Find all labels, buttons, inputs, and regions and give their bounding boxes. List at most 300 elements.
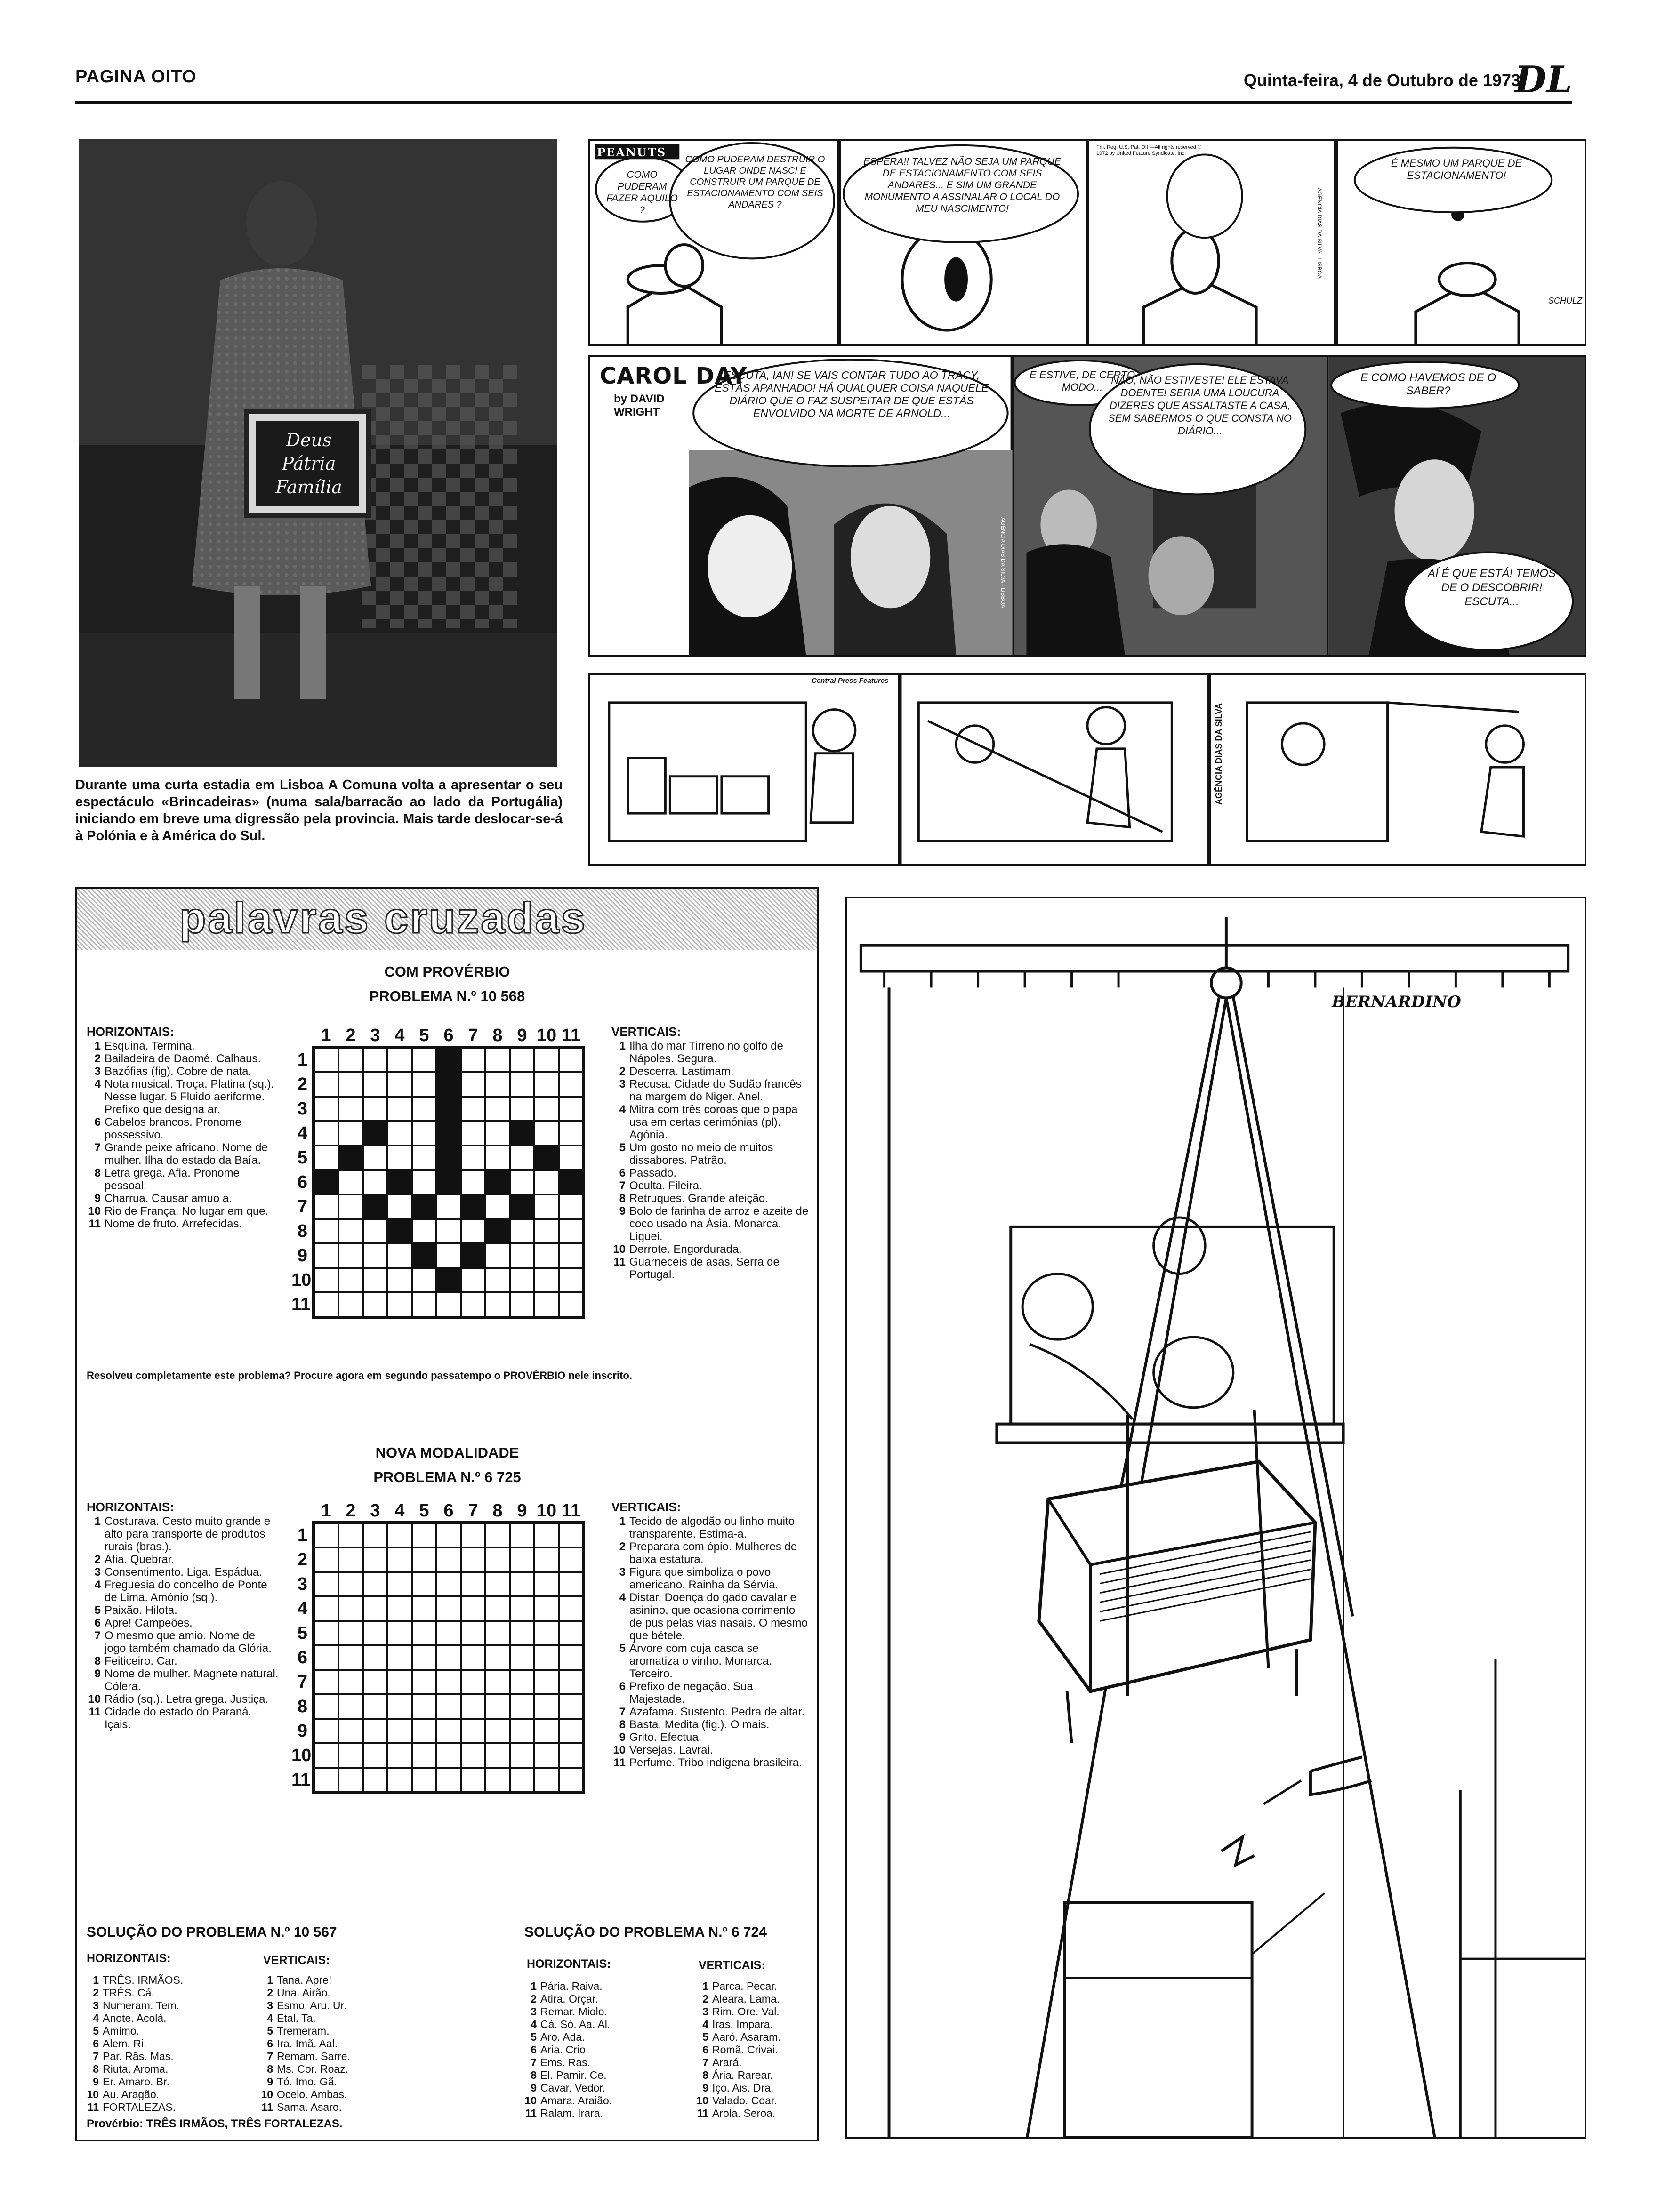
clue-number: 2 bbox=[619, 1065, 626, 1078]
grid-cell[interactable] bbox=[363, 1292, 387, 1317]
grid-cell[interactable] bbox=[387, 1768, 412, 1792]
grid-cell[interactable] bbox=[510, 1645, 534, 1670]
grid-cell[interactable] bbox=[338, 1670, 363, 1694]
grid-cell[interactable] bbox=[559, 1292, 583, 1317]
grid-cell[interactable] bbox=[534, 1694, 559, 1719]
clue-item bbox=[611, 1756, 809, 1769]
grid-cell[interactable] bbox=[534, 1243, 559, 1268]
grid-cell[interactable] bbox=[387, 1243, 412, 1268]
grid-cell[interactable] bbox=[510, 1219, 534, 1243]
grid-cell[interactable] bbox=[338, 1645, 363, 1670]
grid-cell[interactable] bbox=[412, 1547, 436, 1572]
grid-cell[interactable] bbox=[461, 1292, 485, 1317]
grid-cell[interactable] bbox=[412, 1072, 436, 1097]
clue-number: 10 bbox=[87, 2088, 99, 2100]
grid-cell[interactable] bbox=[485, 1621, 510, 1645]
grid-cell[interactable] bbox=[461, 1768, 485, 1792]
grid-cell[interactable] bbox=[338, 1170, 363, 1194]
grid-cell[interactable] bbox=[412, 1743, 436, 1768]
grid-cell[interactable] bbox=[338, 1694, 363, 1719]
grid-cell[interactable] bbox=[363, 1743, 387, 1768]
clue-text: Parca. Pecar. bbox=[712, 1980, 778, 1992]
clue-item bbox=[87, 2012, 251, 2025]
clue-item bbox=[87, 1192, 280, 1205]
grid-cell[interactable] bbox=[363, 1048, 387, 1072]
grid-cell[interactable] bbox=[485, 1596, 510, 1621]
grid-cell[interactable] bbox=[314, 1694, 338, 1719]
grid-cell[interactable] bbox=[461, 1694, 485, 1719]
grid-cell[interactable] bbox=[461, 1670, 485, 1694]
grid-cell[interactable] bbox=[314, 1243, 338, 1268]
clue-number: 9 bbox=[267, 2076, 273, 2088]
clue-text: Bazófias (fig). Cobre de nata. bbox=[105, 1065, 252, 1078]
grid-cell[interactable] bbox=[559, 1121, 583, 1146]
clue-text: Ocelo. Ambas. bbox=[277, 2088, 347, 2100]
peanuts-balloon-2: COMO PUDERAM DESTRUIR O LUGAR ONDE NASCI E CONSTRUIR UM PARQUE DE ESTACIONAMENTO COM SEIS ANDARES ? bbox=[685, 154, 825, 210]
grid-cell[interactable] bbox=[559, 1572, 583, 1596]
clue-number: 11 bbox=[261, 2101, 273, 2113]
grid-cell[interactable] bbox=[534, 1743, 559, 1768]
grid-cell[interactable] bbox=[314, 1194, 338, 1219]
grid-cell[interactable] bbox=[436, 1743, 461, 1768]
clue-item bbox=[261, 2101, 426, 2114]
grid-row-number: 3 bbox=[297, 1574, 307, 1594]
grid-cell[interactable] bbox=[510, 1670, 534, 1694]
grid-cell[interactable] bbox=[559, 1768, 583, 1792]
clue-text: Tremeram. bbox=[277, 2025, 330, 2037]
grid-cell[interactable] bbox=[436, 1194, 461, 1219]
gag-comic-strip bbox=[588, 673, 1586, 866]
grid-cell[interactable] bbox=[338, 1268, 363, 1292]
clue-text: Nome de mulher. Magnete natural. Cólera. bbox=[105, 1667, 279, 1693]
grid-cell[interactable] bbox=[510, 1243, 534, 1268]
clue-number: 8 bbox=[93, 2063, 99, 2075]
grid-cell[interactable] bbox=[534, 1547, 559, 1572]
grid-cell[interactable] bbox=[314, 1547, 338, 1572]
grid-cell[interactable] bbox=[510, 1170, 534, 1194]
grid-cell[interactable] bbox=[363, 1572, 387, 1596]
grid-cell[interactable] bbox=[338, 1048, 363, 1072]
grid-cell[interactable] bbox=[387, 1596, 412, 1621]
grid-cell[interactable] bbox=[363, 1243, 387, 1268]
grid-cell[interactable] bbox=[412, 1097, 436, 1121]
grid-cell[interactable] bbox=[412, 1292, 436, 1317]
grid-cell[interactable] bbox=[485, 1572, 510, 1596]
grid-cell[interactable] bbox=[485, 1146, 510, 1170]
grid-cell[interactable] bbox=[387, 1048, 412, 1072]
grid-cell[interactable] bbox=[510, 1547, 534, 1572]
clue-item bbox=[611, 1103, 809, 1141]
clue-item bbox=[524, 2069, 684, 2082]
grid-cell[interactable] bbox=[485, 1719, 510, 1743]
grid-cell[interactable] bbox=[338, 1523, 363, 1547]
grid-cell[interactable] bbox=[534, 1292, 559, 1317]
grid-cell[interactable] bbox=[461, 1596, 485, 1621]
grid-cell[interactable] bbox=[485, 1292, 510, 1317]
grid-cell[interactable] bbox=[436, 1694, 461, 1719]
grid-cell[interactable] bbox=[338, 1097, 363, 1121]
grid-cell[interactable] bbox=[485, 1097, 510, 1121]
grid-cell[interactable] bbox=[412, 1572, 436, 1596]
grid-cell[interactable] bbox=[436, 1719, 461, 1743]
grid-cell[interactable] bbox=[485, 1670, 510, 1694]
grid-cell[interactable] bbox=[314, 1048, 338, 1072]
grid-cell[interactable] bbox=[510, 1048, 534, 1072]
grid-cell[interactable] bbox=[338, 1743, 363, 1768]
issue-date: Quinta-feira, 4 de Outubro de 1973 bbox=[1243, 71, 1520, 90]
grid-cell[interactable] bbox=[559, 1048, 583, 1072]
grid-cell[interactable] bbox=[363, 1596, 387, 1621]
crossword-grid-2[interactable] bbox=[312, 1521, 585, 1794]
clue-number: 8 bbox=[531, 2069, 537, 2081]
grid-cell[interactable] bbox=[338, 1768, 363, 1792]
grid-cell[interactable] bbox=[485, 1645, 510, 1670]
grid-cell[interactable] bbox=[436, 1523, 461, 1547]
problem-1-horizontal-clues bbox=[87, 1026, 280, 1230]
grid-cell[interactable] bbox=[314, 1268, 338, 1292]
grid-cell[interactable] bbox=[485, 1743, 510, 1768]
grid-cell[interactable] bbox=[461, 1645, 485, 1670]
grid-cell[interactable] bbox=[363, 1670, 387, 1694]
crossword-grid-1[interactable] bbox=[312, 1046, 585, 1319]
grid-row-numbers bbox=[291, 1046, 312, 1319]
grid-column-number: 10 bbox=[536, 1026, 557, 1045]
grid-cell-black bbox=[412, 1194, 436, 1219]
grid-cell[interactable] bbox=[559, 1645, 583, 1670]
clue-item bbox=[611, 1642, 809, 1680]
grid-cell[interactable] bbox=[314, 1097, 338, 1121]
grid-cell[interactable] bbox=[363, 1170, 387, 1194]
grid-cell[interactable] bbox=[461, 1621, 485, 1645]
grid-cell[interactable] bbox=[387, 1621, 412, 1645]
grid-cell[interactable] bbox=[412, 1048, 436, 1072]
grid-cell[interactable] bbox=[314, 1768, 338, 1792]
grid-cell[interactable] bbox=[559, 1719, 583, 1743]
grid-cell[interactable] bbox=[412, 1694, 436, 1719]
grid-cell[interactable] bbox=[534, 1768, 559, 1792]
clue-item bbox=[524, 2018, 684, 2031]
grid-cell[interactable] bbox=[534, 1670, 559, 1694]
grid-cell[interactable] bbox=[412, 1146, 436, 1170]
grid-cell[interactable] bbox=[412, 1645, 436, 1670]
grid-cell[interactable] bbox=[363, 1547, 387, 1572]
grid-cell[interactable] bbox=[436, 1768, 461, 1792]
grid-cell[interactable] bbox=[559, 1243, 583, 1268]
grid-column-number: 11 bbox=[561, 1501, 581, 1521]
grid-cell[interactable] bbox=[510, 1621, 534, 1645]
grid-cell[interactable] bbox=[461, 1719, 485, 1743]
grid-column-number: 1 bbox=[321, 1026, 331, 1045]
clue-item bbox=[696, 2094, 814, 2107]
clue-item bbox=[87, 1218, 280, 1230]
grid-cell[interactable] bbox=[338, 1572, 363, 1596]
grid-cell[interactable] bbox=[436, 1219, 461, 1243]
clue-text: Cá. Só. Aa. Al. bbox=[540, 2018, 611, 2030]
grid-cell[interactable] bbox=[485, 1268, 510, 1292]
grid-cell[interactable] bbox=[387, 1719, 412, 1743]
grid-cell[interactable] bbox=[363, 1097, 387, 1121]
clue-item bbox=[611, 1167, 809, 1179]
grid-cell[interactable] bbox=[436, 1572, 461, 1596]
grid-cell[interactable] bbox=[412, 1121, 436, 1146]
grid-cell[interactable] bbox=[314, 1621, 338, 1645]
grid-cell[interactable] bbox=[436, 1670, 461, 1694]
grid-column-number: 3 bbox=[370, 1026, 380, 1045]
grid-cell[interactable] bbox=[314, 1121, 338, 1146]
grid-cell[interactable] bbox=[461, 1743, 485, 1768]
clue-item bbox=[524, 2031, 684, 2044]
grid-cell[interactable] bbox=[338, 1194, 363, 1219]
clue-item bbox=[611, 1141, 809, 1167]
grid-cell[interactable] bbox=[510, 1097, 534, 1121]
grid-cell[interactable] bbox=[363, 1146, 387, 1170]
grid-cell[interactable] bbox=[559, 1621, 583, 1645]
grid-cell[interactable] bbox=[412, 1719, 436, 1743]
grid-cell[interactable] bbox=[363, 1523, 387, 1547]
clue-item bbox=[611, 1515, 809, 1540]
grid-cell[interactable] bbox=[461, 1268, 485, 1292]
grid-row-number: 8 bbox=[297, 1221, 307, 1241]
carol-day-balloon-5: AÍ É QUE ESTÁ! TEMOS DE O DESCOBRIR! ESCUTA... bbox=[1427, 567, 1556, 608]
grid-cell[interactable] bbox=[534, 1596, 559, 1621]
clue-number: 6 bbox=[702, 2044, 708, 2056]
grid-cell[interactable] bbox=[314, 1645, 338, 1670]
grid-cell[interactable] bbox=[485, 1694, 510, 1719]
grid-cell[interactable] bbox=[534, 1121, 559, 1146]
grid-cell[interactable] bbox=[534, 1268, 559, 1292]
grid-cell[interactable] bbox=[534, 1719, 559, 1743]
grid-cell[interactable] bbox=[461, 1097, 485, 1121]
grid-cell[interactable] bbox=[387, 1097, 412, 1121]
clue-text: TRÊS. Cá. bbox=[103, 1987, 154, 1999]
grid-cell[interactable] bbox=[436, 1292, 461, 1317]
grid-cell-black bbox=[387, 1170, 412, 1194]
grid-cell[interactable] bbox=[314, 1670, 338, 1694]
grid-cell[interactable] bbox=[363, 1645, 387, 1670]
clue-number: 9 bbox=[619, 1731, 626, 1744]
grid-cell[interactable] bbox=[510, 1768, 534, 1792]
clue-item bbox=[87, 1579, 280, 1604]
grid-row-number: 10 bbox=[291, 1746, 312, 1765]
grid-cell[interactable] bbox=[534, 1194, 559, 1219]
grid-cell-black bbox=[436, 1072, 461, 1097]
grid-cell[interactable] bbox=[461, 1121, 485, 1146]
grid-cell[interactable] bbox=[559, 1743, 583, 1768]
grid-cell[interactable] bbox=[485, 1194, 510, 1219]
clue-number: 11 bbox=[88, 1218, 101, 1230]
grid-cell[interactable] bbox=[387, 1694, 412, 1719]
grid-cell[interactable] bbox=[485, 1547, 510, 1572]
grid-cell[interactable] bbox=[534, 1523, 559, 1547]
grid-cell[interactable] bbox=[314, 1596, 338, 1621]
grid-cell[interactable] bbox=[412, 1621, 436, 1645]
grid-cell[interactable] bbox=[387, 1146, 412, 1170]
grid-cell[interactable] bbox=[387, 1523, 412, 1547]
clue-list bbox=[611, 1040, 809, 1281]
grid-cell[interactable] bbox=[363, 1621, 387, 1645]
grid-cell[interactable] bbox=[485, 1768, 510, 1792]
grid-row-number: 3 bbox=[297, 1099, 307, 1119]
grid-cell[interactable] bbox=[559, 1523, 583, 1547]
grid-cell[interactable] bbox=[559, 1072, 583, 1097]
grid-cell[interactable] bbox=[559, 1596, 583, 1621]
grid-cell[interactable] bbox=[387, 1292, 412, 1317]
clue-item bbox=[87, 1987, 251, 1999]
grid-cell[interactable] bbox=[461, 1547, 485, 1572]
grid-cell[interactable] bbox=[387, 1072, 412, 1097]
grid-cell[interactable] bbox=[510, 1743, 534, 1768]
grid-cell[interactable] bbox=[314, 1572, 338, 1596]
grid-cell[interactable] bbox=[485, 1048, 510, 1072]
clue-item bbox=[87, 1052, 280, 1065]
grid-cell[interactable] bbox=[338, 1219, 363, 1243]
grid-cell[interactable] bbox=[314, 1072, 338, 1097]
grid-cell[interactable] bbox=[363, 1719, 387, 1743]
grid-cell[interactable] bbox=[338, 1121, 363, 1146]
clue-list bbox=[87, 1515, 280, 1731]
grid-cell[interactable] bbox=[534, 1645, 559, 1670]
grid-cell[interactable] bbox=[412, 1523, 436, 1547]
grid-cell[interactable] bbox=[559, 1670, 583, 1694]
grid-cell[interactable] bbox=[387, 1670, 412, 1694]
grid-cell[interactable] bbox=[314, 1219, 338, 1243]
problem-2-horizontal-clues bbox=[87, 1501, 280, 1731]
clue-text: Recusa. Cidade do Sudão francês na margem do Niger. Anel. bbox=[629, 1078, 802, 1103]
grid-cell[interactable] bbox=[363, 1694, 387, 1719]
grid-cell[interactable] bbox=[510, 1292, 534, 1317]
grid-cell[interactable] bbox=[436, 1243, 461, 1268]
grid-cell[interactable] bbox=[387, 1194, 412, 1219]
clue-number: 8 bbox=[94, 1167, 101, 1179]
grid-cell[interactable] bbox=[461, 1523, 485, 1547]
grid-cell[interactable] bbox=[314, 1743, 338, 1768]
grid-cell[interactable] bbox=[314, 1719, 338, 1743]
grid-cell[interactable] bbox=[461, 1572, 485, 1596]
grid-cell[interactable] bbox=[436, 1621, 461, 1645]
grid-cell[interactable] bbox=[387, 1743, 412, 1768]
grid-cell[interactable] bbox=[363, 1268, 387, 1292]
grid-cell[interactable] bbox=[485, 1243, 510, 1268]
grid-cell[interactable] bbox=[387, 1268, 412, 1292]
grid-cell[interactable] bbox=[559, 1219, 583, 1243]
clue-item bbox=[611, 1179, 809, 1192]
grid-cell[interactable] bbox=[461, 1170, 485, 1194]
grid-cell[interactable] bbox=[338, 1243, 363, 1268]
grid-cell[interactable] bbox=[314, 1523, 338, 1547]
grid-cell[interactable] bbox=[338, 1719, 363, 1743]
grid-cell[interactable] bbox=[510, 1523, 534, 1547]
grid-cell[interactable] bbox=[510, 1694, 534, 1719]
grid-cell[interactable] bbox=[314, 1292, 338, 1317]
clue-text: Romã. Crivai. bbox=[712, 2044, 778, 2056]
grid-cell[interactable] bbox=[363, 1768, 387, 1792]
grid-cell[interactable] bbox=[461, 1146, 485, 1170]
solution-1-h-heading: HORIZONTAIS: bbox=[87, 1952, 171, 1965]
grid-cell[interactable] bbox=[559, 1268, 583, 1292]
grid-cell[interactable] bbox=[387, 1572, 412, 1596]
grid-cell[interactable] bbox=[485, 1121, 510, 1146]
grid-cell[interactable] bbox=[534, 1170, 559, 1194]
clue-item bbox=[524, 2082, 684, 2094]
problem-1-vertical-clues bbox=[611, 1026, 809, 1281]
grid-cell[interactable] bbox=[559, 1194, 583, 1219]
grid-cell[interactable] bbox=[534, 1072, 559, 1097]
clue-item bbox=[261, 2076, 426, 2088]
grid-cell[interactable] bbox=[412, 1596, 436, 1621]
grid-cell[interactable] bbox=[534, 1219, 559, 1243]
grid-cell[interactable] bbox=[387, 1547, 412, 1572]
grid-cell[interactable] bbox=[412, 1768, 436, 1792]
grid-cell[interactable] bbox=[485, 1072, 510, 1097]
grid-cell[interactable] bbox=[461, 1072, 485, 1097]
grid-cell[interactable] bbox=[485, 1523, 510, 1547]
grid-cell[interactable] bbox=[510, 1572, 534, 1596]
grid-cell[interactable] bbox=[412, 1219, 436, 1243]
grid-cell[interactable] bbox=[559, 1097, 583, 1121]
grid-cell[interactable] bbox=[436, 1645, 461, 1670]
clue-text: Arola. Seroa. bbox=[712, 2107, 776, 2119]
grid-cell[interactable] bbox=[363, 1072, 387, 1097]
grid-cell[interactable] bbox=[387, 1121, 412, 1146]
grid-cell[interactable] bbox=[338, 1547, 363, 1572]
grid-cell[interactable] bbox=[436, 1547, 461, 1572]
grid-cell[interactable] bbox=[559, 1694, 583, 1719]
clue-number: 4 bbox=[531, 2018, 537, 2030]
grid-cell[interactable] bbox=[461, 1219, 485, 1243]
grid-cell[interactable] bbox=[412, 1268, 436, 1292]
clue-number: 7 bbox=[267, 2050, 273, 2062]
grid-cell[interactable] bbox=[412, 1670, 436, 1694]
grid-cell[interactable] bbox=[338, 1292, 363, 1317]
grid-cell[interactable] bbox=[387, 1645, 412, 1670]
grid-cell[interactable] bbox=[510, 1719, 534, 1743]
grid-cell[interactable] bbox=[338, 1072, 363, 1097]
clue-number: 2 bbox=[93, 1987, 99, 1999]
solution-2-title: SOLUÇÃO DO PROBLEMA N.º 6 724 bbox=[524, 1924, 767, 1940]
grid-cell[interactable] bbox=[559, 1146, 583, 1170]
clue-item bbox=[524, 2056, 684, 2069]
clue-number: 4 bbox=[94, 1078, 101, 1090]
grid-cell[interactable] bbox=[461, 1048, 485, 1072]
grid-cell[interactable] bbox=[314, 1146, 338, 1170]
clue-item bbox=[261, 2037, 426, 2050]
grid-cell-black bbox=[436, 1146, 461, 1170]
grid-cell[interactable] bbox=[534, 1621, 559, 1645]
grid-cell[interactable] bbox=[338, 1596, 363, 1621]
grid-cell[interactable] bbox=[510, 1596, 534, 1621]
grid-cell[interactable] bbox=[510, 1072, 534, 1097]
clue-number: 2 bbox=[94, 1553, 101, 1566]
peanuts-balloon-3: ESPERA!! TALVEZ NÃO SEJA UM PARQUE DE ESTACIONAMENTO COM SEIS ANDARES... E SIM UM GRANDE MONUMENTO A ASSINALAR O LOCAL DO MEU NASCIMENTO! bbox=[863, 156, 1061, 214]
clue-number: 10 bbox=[613, 1243, 626, 1256]
grid-cell[interactable] bbox=[534, 1097, 559, 1121]
grid-cell[interactable] bbox=[559, 1547, 583, 1572]
grid-cell[interactable] bbox=[363, 1219, 387, 1243]
clue-number: 2 bbox=[531, 1993, 537, 2005]
grid-cell[interactable] bbox=[534, 1572, 559, 1596]
grid-cell[interactable] bbox=[534, 1048, 559, 1072]
clue-text: FORTALEZAS. bbox=[103, 2101, 176, 2113]
grid-cell[interactable] bbox=[338, 1621, 363, 1645]
grid-cell[interactable] bbox=[436, 1596, 461, 1621]
grid-cell[interactable] bbox=[510, 1268, 534, 1292]
grid-cell-black bbox=[314, 1170, 338, 1194]
grid-cell[interactable] bbox=[412, 1170, 436, 1194]
grid-cell[interactable] bbox=[510, 1146, 534, 1170]
newspaper-logo: DL bbox=[1514, 58, 1572, 101]
clue-item bbox=[611, 1192, 809, 1205]
clue-number: 8 bbox=[702, 2069, 708, 2081]
